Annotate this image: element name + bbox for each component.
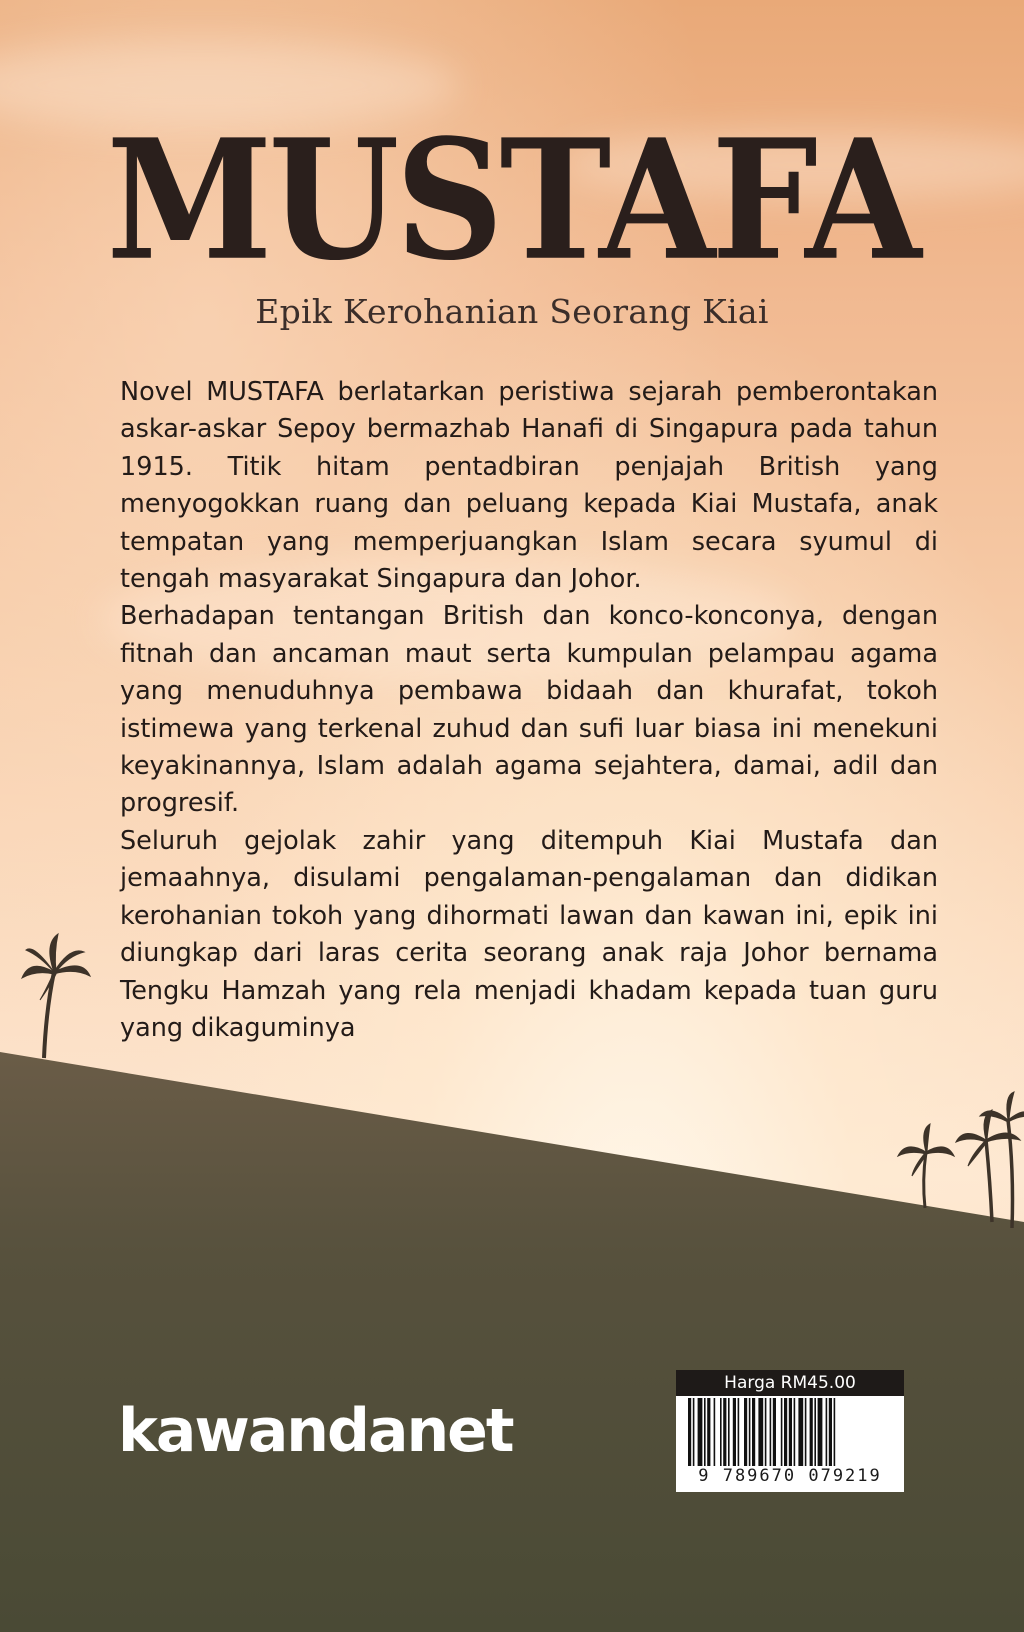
synopsis-paragraph-1: Novel MUSTAFA berlatarkan peristiwa sejarah pemberontakan askar-askar Sepoy bermazhab Hanafi di Singapura pada tahun 1915. Titik hitam pentadbiran penjajah British yang menyogokkan ruang dan peluang kepada Kiai Mustafa, anak tempatan yang memperjuangkan Islam secara syumul di tengah masyarakat Singapura dan Johor. (120, 377, 938, 595)
barcode-bar (733, 1398, 736, 1466)
barcode-bar (704, 1398, 706, 1466)
barcode-bar (834, 1398, 836, 1466)
barcode-bar (738, 1398, 740, 1466)
barcode-bar (818, 1398, 823, 1466)
barcode-bar (798, 1398, 803, 1466)
barcode-bar (698, 1398, 703, 1466)
barcode-bar (784, 1398, 787, 1466)
barcode-bar (773, 1398, 776, 1466)
barcode-bar (826, 1398, 828, 1466)
barcode-bar (829, 1398, 832, 1466)
barcode-bar (728, 1398, 730, 1466)
isbn-number: 9 789670 079219 (698, 1466, 882, 1486)
hill-slope (0, 1052, 1024, 1632)
barcode-icon (686, 1398, 894, 1466)
barcode-bar (805, 1398, 807, 1466)
barcode-bar (810, 1398, 813, 1466)
barcode-bar (693, 1398, 695, 1466)
barcode-bar (714, 1398, 716, 1466)
palm-tree-icon (898, 1124, 954, 1208)
barcode-bar (723, 1398, 726, 1466)
palm-tree-icon (22, 934, 90, 1058)
barcode-bar (720, 1398, 722, 1466)
barcode-bar (707, 1398, 710, 1466)
barcode-bar (770, 1398, 772, 1466)
barcode-bar (814, 1398, 816, 1466)
publisher-logo: kawandanet (118, 1396, 513, 1466)
barcode-bar (744, 1398, 747, 1466)
barcode-price-box (676, 1370, 904, 1492)
barcode-bar (752, 1398, 755, 1466)
synopsis-paragraph-3: Seluruh gejolak zahir yang ditempuh Kiai Mustafa dan jemaahnya, disulami pengalaman-pengalaman dan didikan kerohanian tokoh yang dihormati lawan dan kawan ini, epik ini diungkap dari laras cerita seorang anak raja Johor bernama Tengku Hamzah yang rela menjadi khadam kepada tuan guru yang dikaguminya (120, 825, 938, 1043)
book-subtitle: Epik Kerohanian Seorang Kiai (255, 292, 769, 331)
barcode-bar (794, 1398, 796, 1466)
barcode-bar (789, 1398, 792, 1466)
barcode-bar (765, 1398, 767, 1466)
book-title: MUSTAFA (106, 103, 918, 298)
synopsis-paragraph-2: Berhadapan tentangan British dan konco-konconya, dengan fitnah dan ancaman maut serta kumpulan pelampau agama yang menuduhnya pembawa bidaah dan khurafat, tokoh istimewa yang terkenal zuhud dan sufi luar biasa ini menekuni keyakinannya, Islam adalah agama sejahtera, damai, adil dan progresif. (120, 601, 938, 819)
price-label: Harga RM45.00 (676, 1370, 904, 1396)
barcode-bar (758, 1398, 763, 1466)
barcode-bar (688, 1398, 691, 1466)
barcode-bar (781, 1398, 783, 1466)
barcode-bar (749, 1398, 751, 1466)
